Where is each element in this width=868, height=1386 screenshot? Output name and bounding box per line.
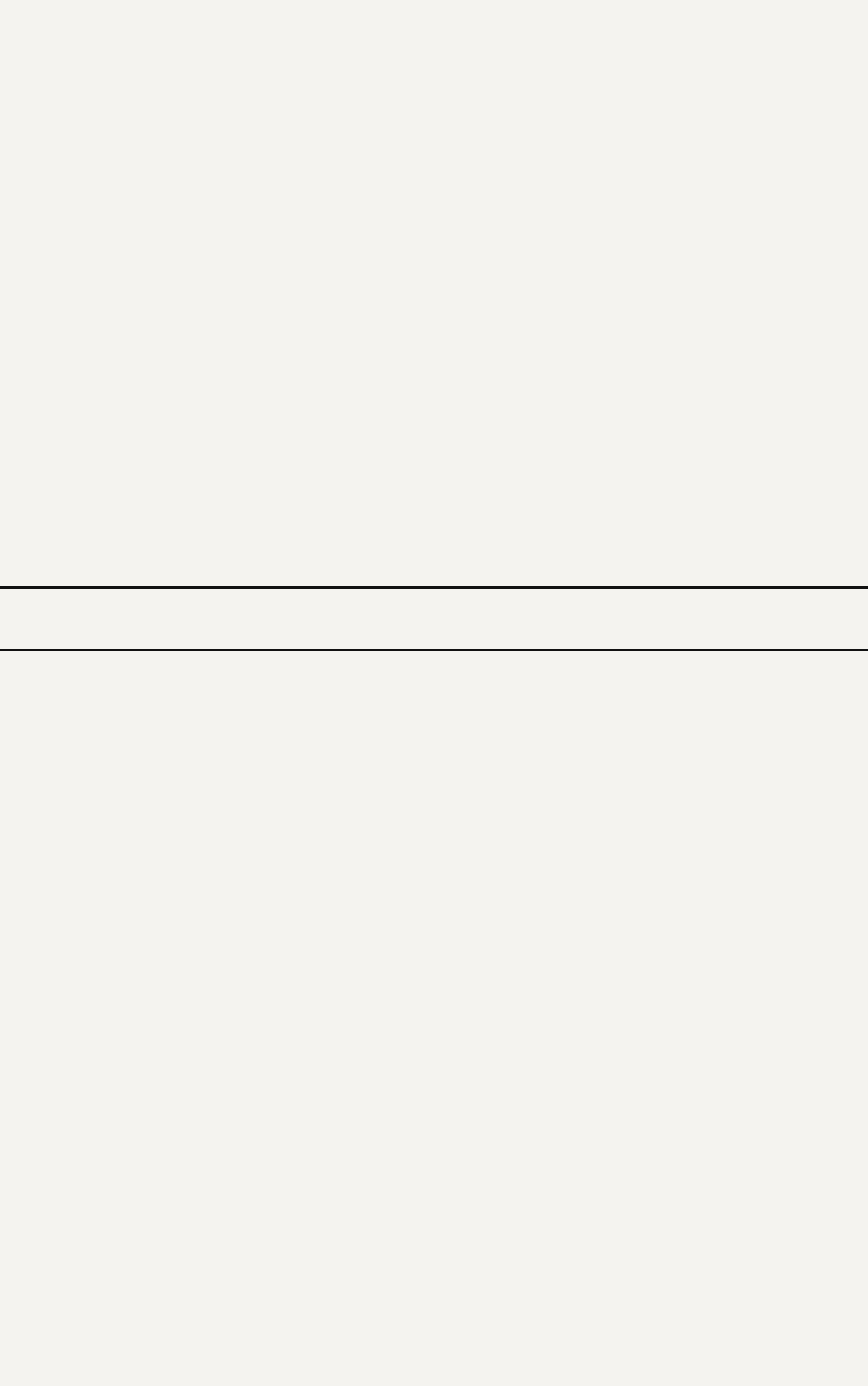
classified-top-area: [4, 16, 864, 584]
home-service-guide-banner: [0, 586, 868, 651]
service-guide-area: [4, 650, 864, 1382]
header-section: [860, 3, 862, 13]
page-header: [0, 0, 868, 16]
header-date: [330, 3, 332, 13]
